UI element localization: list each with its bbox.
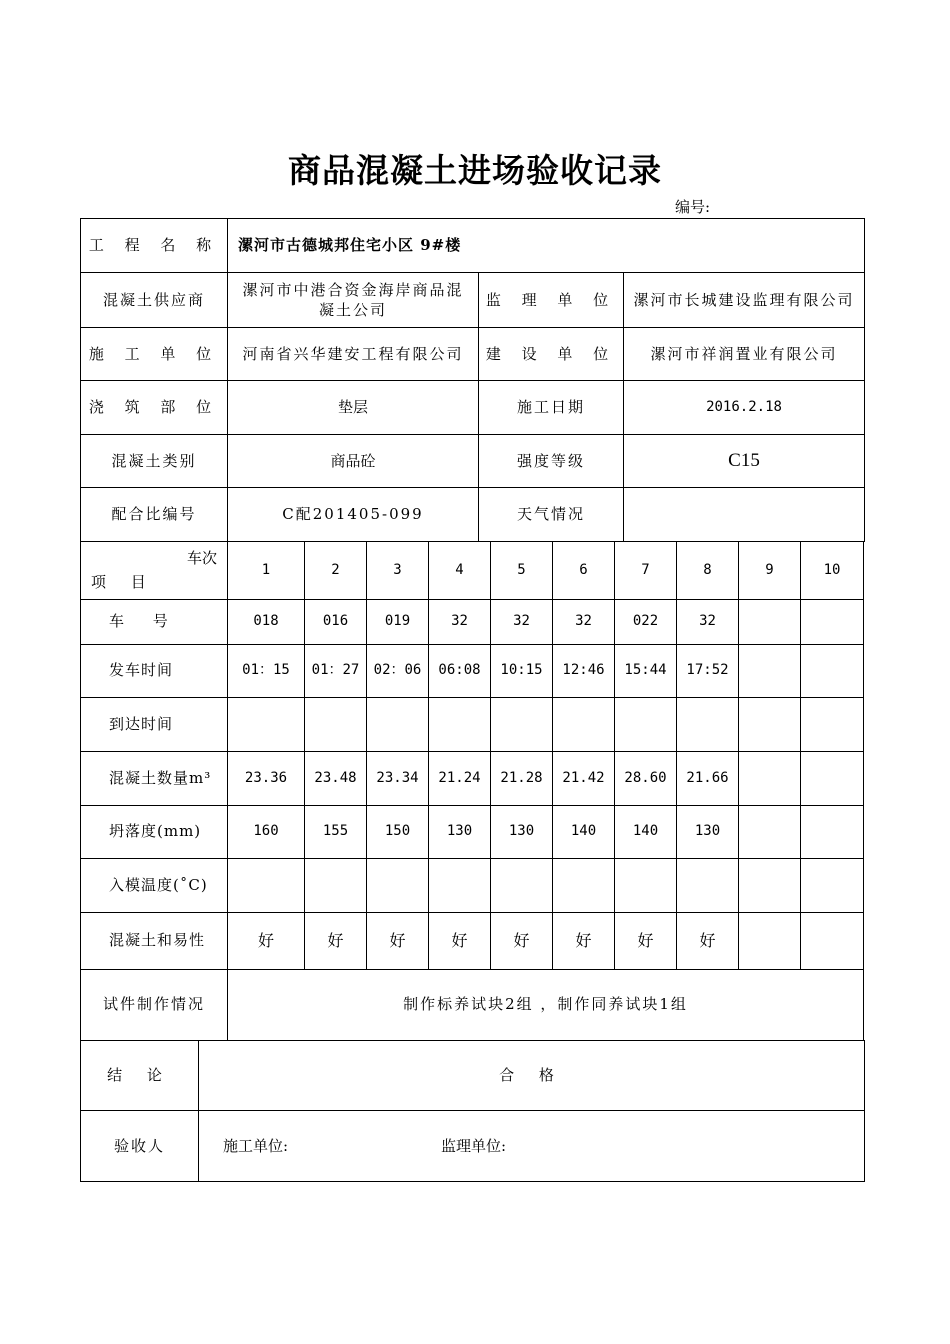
truck-number-cell: 32 <box>429 599 491 644</box>
trip-number: 7 <box>615 542 677 599</box>
trip-number: 5 <box>491 542 553 599</box>
trip-number: 10 <box>801 542 864 599</box>
table-row <box>81 969 864 1040</box>
trip-number: 3 <box>367 542 429 599</box>
departure-time-cell <box>739 644 801 697</box>
workability-cell: 好 <box>553 912 615 969</box>
supplier-value: 漯河市中港合资金海岸商品混凝土公司 <box>228 273 479 328</box>
mix-number-label: 配合比编号 <box>81 488 228 542</box>
arrival-time-cell <box>305 697 367 751</box>
workability-cell: 好 <box>305 912 367 969</box>
departure-time-cell: 06:08 <box>429 644 491 697</box>
mix-number-value: C配201405-099 <box>228 488 479 542</box>
builder-unit-label: 建 设 单 位 <box>479 328 624 381</box>
slump-cell: 140 <box>615 805 677 858</box>
table-row <box>81 599 864 644</box>
truck-number-cell: 32 <box>491 599 553 644</box>
trip-number: 1 <box>228 542 305 599</box>
arrival-time-label: 到达时间 <box>81 697 228 751</box>
slump-cell: 130 <box>429 805 491 858</box>
trip-header-row <box>81 542 864 599</box>
table-row <box>81 805 864 858</box>
trip-number: 2 <box>305 542 367 599</box>
mold-temperature-cell <box>677 858 739 912</box>
concrete-type-value: 商品砼 <box>228 435 479 488</box>
concrete-volume-cell <box>739 751 801 805</box>
item-header-label: 项 目 <box>91 573 156 592</box>
departure-time-cell: 01：15 <box>228 644 305 697</box>
concrete-volume-cell: 28.60 <box>615 751 677 805</box>
conclusion-value: 合 格 <box>199 1041 865 1111</box>
truck-number-cell: 022 <box>615 599 677 644</box>
slump-label: 坍落度(mm) <box>81 805 228 858</box>
truck-number-cell: 018 <box>228 599 305 644</box>
trip-header-label: 车次 <box>186 549 217 567</box>
acceptor-label: 验收人 <box>81 1111 199 1182</box>
mold-temperature-cell <box>305 858 367 912</box>
footer-table <box>80 1040 865 1182</box>
supplier-label: 混凝土供应商 <box>81 273 228 328</box>
table-row <box>81 751 864 805</box>
truck-number-cell <box>739 599 801 644</box>
workability-cell: 好 <box>429 912 491 969</box>
trip-number: 6 <box>553 542 615 599</box>
workability-cell: 好 <box>615 912 677 969</box>
arrival-time-cell <box>491 697 553 751</box>
departure-time-cell <box>801 644 864 697</box>
arrival-time-cell <box>228 697 305 751</box>
truck-number-label: 车 号 <box>81 599 228 644</box>
truck-number-cell: 32 <box>553 599 615 644</box>
departure-time-cell: 02：06 <box>367 644 429 697</box>
workability-cell: 好 <box>491 912 553 969</box>
pour-location-value: 垫层 <box>228 381 479 435</box>
truck-number-cell: 32 <box>677 599 739 644</box>
slump-cell: 155 <box>305 805 367 858</box>
concrete-volume-cell: 23.34 <box>367 751 429 805</box>
concrete-type-label: 混凝土类别 <box>81 435 228 488</box>
slump-cell: 130 <box>491 805 553 858</box>
arrival-time-cell <box>615 697 677 751</box>
project-name-label: 工 程 名 称 <box>81 219 228 273</box>
slump-cell <box>739 805 801 858</box>
departure-time-cell: 12:46 <box>553 644 615 697</box>
concrete-volume-cell: 21.66 <box>677 751 739 805</box>
arrival-time-cell <box>429 697 491 751</box>
mold-temperature-cell <box>553 858 615 912</box>
departure-time-cell: 15:44 <box>615 644 677 697</box>
concrete-volume-cell <box>801 751 864 805</box>
table-row <box>81 644 864 697</box>
info-table <box>80 218 865 542</box>
concrete-volume-cell: 21.28 <box>491 751 553 805</box>
mold-temperature-cell <box>615 858 677 912</box>
trip-number: 9 <box>739 542 801 599</box>
table-row <box>81 912 864 969</box>
mold-temperature-cell <box>367 858 429 912</box>
workability-cell: 好 <box>228 912 305 969</box>
concrete-volume-cell: 21.24 <box>429 751 491 805</box>
specimen-value: 制作标养试块2组 ，制作同养试块1组 <box>228 969 864 1040</box>
trip-number: 4 <box>429 542 491 599</box>
workability-cell <box>739 912 801 969</box>
conclusion-label: 结 论 <box>81 1041 199 1111</box>
mold-temperature-label: 入模温度(˚C) <box>81 858 228 912</box>
truck-number-cell <box>801 599 864 644</box>
mold-temperature-cell <box>801 858 864 912</box>
truck-number-cell: 019 <box>367 599 429 644</box>
concrete-volume-cell: 21.42 <box>553 751 615 805</box>
weather-label: 天气情况 <box>479 488 624 542</box>
project-name-value: 漯河市古德城邦住宅小区 9#楼 <box>228 219 865 273</box>
slump-cell: 150 <box>367 805 429 858</box>
strength-grade-value: C15 <box>624 435 865 488</box>
mold-temperature-cell <box>228 858 305 912</box>
trip-item-header <box>81 542 228 599</box>
departure-time-label: 发车时间 <box>81 644 228 697</box>
mold-temperature-cell <box>429 858 491 912</box>
table-row <box>81 697 864 751</box>
table-row <box>81 858 864 912</box>
workability-cell <box>801 912 864 969</box>
serial-number-label: 编号: <box>675 198 711 216</box>
workability-label: 混凝土和易性 <box>81 912 228 969</box>
concrete-volume-label: 混凝土数量m³ <box>81 751 228 805</box>
pour-location-label: 浇 筑 部 位 <box>81 381 228 435</box>
arrival-time-cell <box>553 697 615 751</box>
arrival-time-cell <box>801 697 864 751</box>
specimen-label: 试件制作情况 <box>81 969 228 1040</box>
supervisor-signature-label: 监理单位: <box>441 1136 507 1155</box>
workability-cell: 好 <box>677 912 739 969</box>
workability-cell: 好 <box>367 912 429 969</box>
departure-time-cell: 10:15 <box>491 644 553 697</box>
slump-cell: 130 <box>677 805 739 858</box>
slump-cell: 160 <box>228 805 305 858</box>
truck-number-cell: 016 <box>305 599 367 644</box>
construction-date-label: 施工日期 <box>479 381 624 435</box>
construction-signature-label: 施工单位: <box>223 1136 289 1155</box>
arrival-time-cell <box>739 697 801 751</box>
page-title: 商品混凝土进场验收记录 <box>288 151 662 190</box>
departure-time-cell: 17:52 <box>677 644 739 697</box>
construction-unit-value: 河南省兴华建安工程有限公司 <box>228 328 479 381</box>
weather-value <box>624 488 865 542</box>
arrival-time-cell <box>367 697 429 751</box>
mold-temperature-cell <box>491 858 553 912</box>
trip-number: 8 <box>677 542 739 599</box>
construction-date-value: 2016.2.18 <box>624 381 865 435</box>
supervisor-value: 漯河市长城建设监理有限公司 <box>624 273 865 328</box>
concrete-volume-cell: 23.48 <box>305 751 367 805</box>
supervisor-label: 监 理 单 位 <box>479 273 624 328</box>
mold-temperature-cell <box>739 858 801 912</box>
arrival-time-cell <box>677 697 739 751</box>
construction-unit-label: 施 工 单 位 <box>81 328 228 381</box>
concrete-volume-cell: 23.36 <box>228 751 305 805</box>
strength-grade-label: 强度等级 <box>479 435 624 488</box>
signature-area <box>199 1111 865 1182</box>
departure-time-cell: 01：27 <box>305 644 367 697</box>
slump-cell <box>801 805 864 858</box>
builder-unit-value: 漯河市祥润置业有限公司 <box>624 328 865 381</box>
slump-cell: 140 <box>553 805 615 858</box>
trip-grid-table <box>80 542 864 1041</box>
